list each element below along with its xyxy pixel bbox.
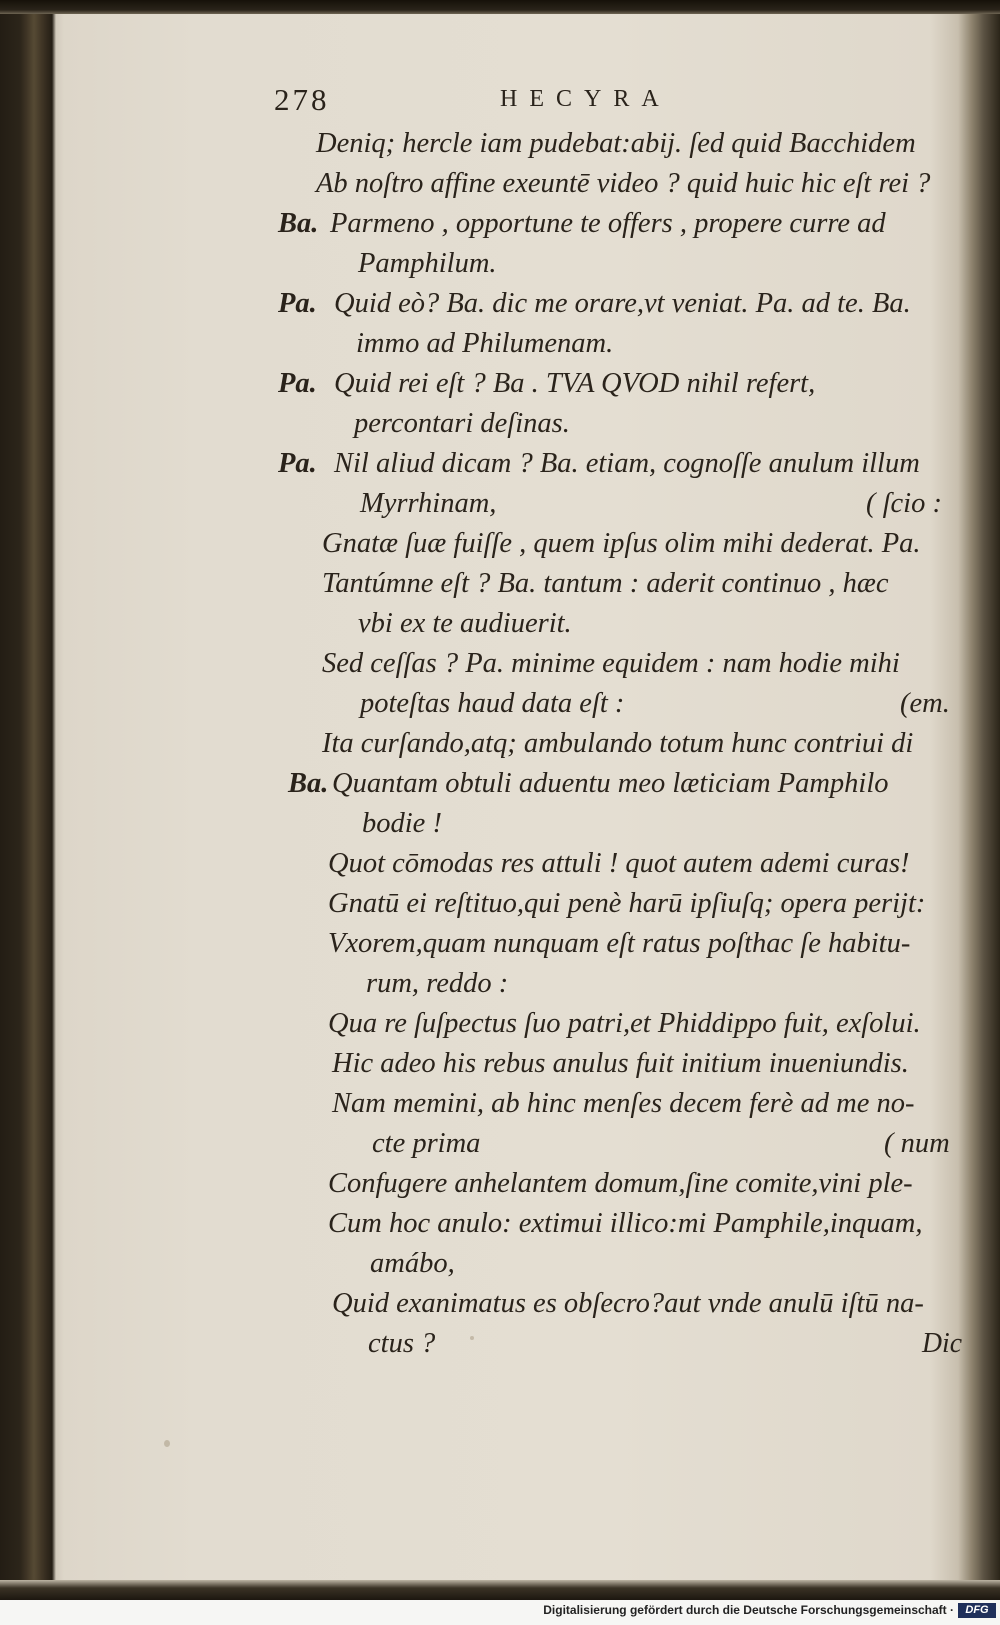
page-top-edge xyxy=(0,0,1000,14)
text-line: amábo, xyxy=(370,1248,455,1279)
speaker-label: Ba. xyxy=(278,208,319,239)
text-line: Sed ceſſas ? Pa. minime equidem : nam hodie mihi xyxy=(322,648,900,679)
text-line: Gnatæ ſuæ fuiſſe , quem ipſus olim mihi dederat. Pa. xyxy=(322,528,921,559)
ink-speck xyxy=(164,1440,170,1447)
text-line: Deniq; hercle iam pudebat:abij. ſed quid Bacchidem xyxy=(316,128,916,159)
text-line: ( num xyxy=(884,1128,950,1159)
text-line: ( ſcio : xyxy=(866,488,942,519)
text-line: rum, reddo : xyxy=(366,968,509,999)
speaker-label: Pa. xyxy=(278,288,317,319)
speaker-label: Pa. xyxy=(278,368,317,399)
digitization-credit: Digitalisierung gefördert durch die Deutsche Forschungsgemeinschaft · xyxy=(543,1603,954,1617)
dfg-logo: DFG xyxy=(958,1603,996,1618)
text-line: Pamphilum. xyxy=(358,248,497,279)
text-line: immo ad Philumenam. xyxy=(356,328,614,359)
text-line: (em. xyxy=(900,688,950,719)
text-line: Parmeno , opportune te offers , propere curre ad xyxy=(330,208,886,239)
text-line: vbi ex te audiuerit. xyxy=(358,608,572,639)
text-line: Nam memini, ab hinc menſes decem ferè ad me no- xyxy=(332,1088,915,1119)
catchword: Dic xyxy=(922,1328,963,1359)
text-line: Vxorem,quam nunquam eſt ratus poſthac ſe habitu- xyxy=(328,928,911,959)
text-line: Ab noſtro affine exeuntē video ? quid huic hic eſt rei ? xyxy=(316,168,931,199)
text-line: Hic adeo his rebus anulus fuit initium inueniundis. xyxy=(332,1048,909,1079)
page-bottom-edge xyxy=(0,1580,1000,1600)
text-line: Confugere anhelantem domum,ſine comite,vini ple- xyxy=(328,1168,913,1199)
text-line: Gnatū ei reſtituo,qui penè harū ipſiuſq; opera perijt: xyxy=(328,888,926,919)
running-title: HECYRA xyxy=(500,86,671,112)
page-number: 278 xyxy=(274,82,330,117)
text-line: Quot cōmodas res attuli ! quot autem ademi curas! xyxy=(328,848,910,879)
text-line: percontari deſinas. xyxy=(354,408,570,439)
text-line: Ita curſando,atq; ambulando totum hunc contriui di xyxy=(322,728,914,759)
speaker-label: Pa. xyxy=(278,448,317,479)
speaker-label: Ba. xyxy=(288,768,329,799)
text-line: Qua re ſuſpectus ſuo patri,et Phiddippo fuit, exſolui. xyxy=(328,1008,921,1039)
ink-speck xyxy=(470,1336,474,1340)
text-line: Quid exanimatus es obſecro?aut vnde anulū iſtū na- xyxy=(332,1288,924,1319)
text-line: cte prima xyxy=(372,1128,481,1159)
text-line: Quid rei eſt ? Ba . TVA QVOD nihil refert, xyxy=(334,368,816,399)
text-line: Cum hoc anulo: extimui illico:mi Pamphile,inquam, xyxy=(328,1208,923,1239)
text-line: Tantúmne eſt ? Ba. tantum : aderit continuo , hæc xyxy=(322,568,889,599)
text-line: ctus ? xyxy=(368,1328,436,1359)
text-line: Quid eò? Ba. dic me orare,vt veniat. Pa. ad te. Ba. xyxy=(334,288,911,319)
text-line: bodie ! xyxy=(362,808,442,839)
text-line: poteſtas haud data eſt : xyxy=(360,688,625,719)
text-line: Myrrhinam, xyxy=(360,488,497,519)
text-line: Quantam obtuli aduentu meo læticiam Pamphilo xyxy=(332,768,889,799)
text-line: Nil aliud dicam ? Ba. etiam, cognoſſe anulum illum xyxy=(334,448,920,479)
